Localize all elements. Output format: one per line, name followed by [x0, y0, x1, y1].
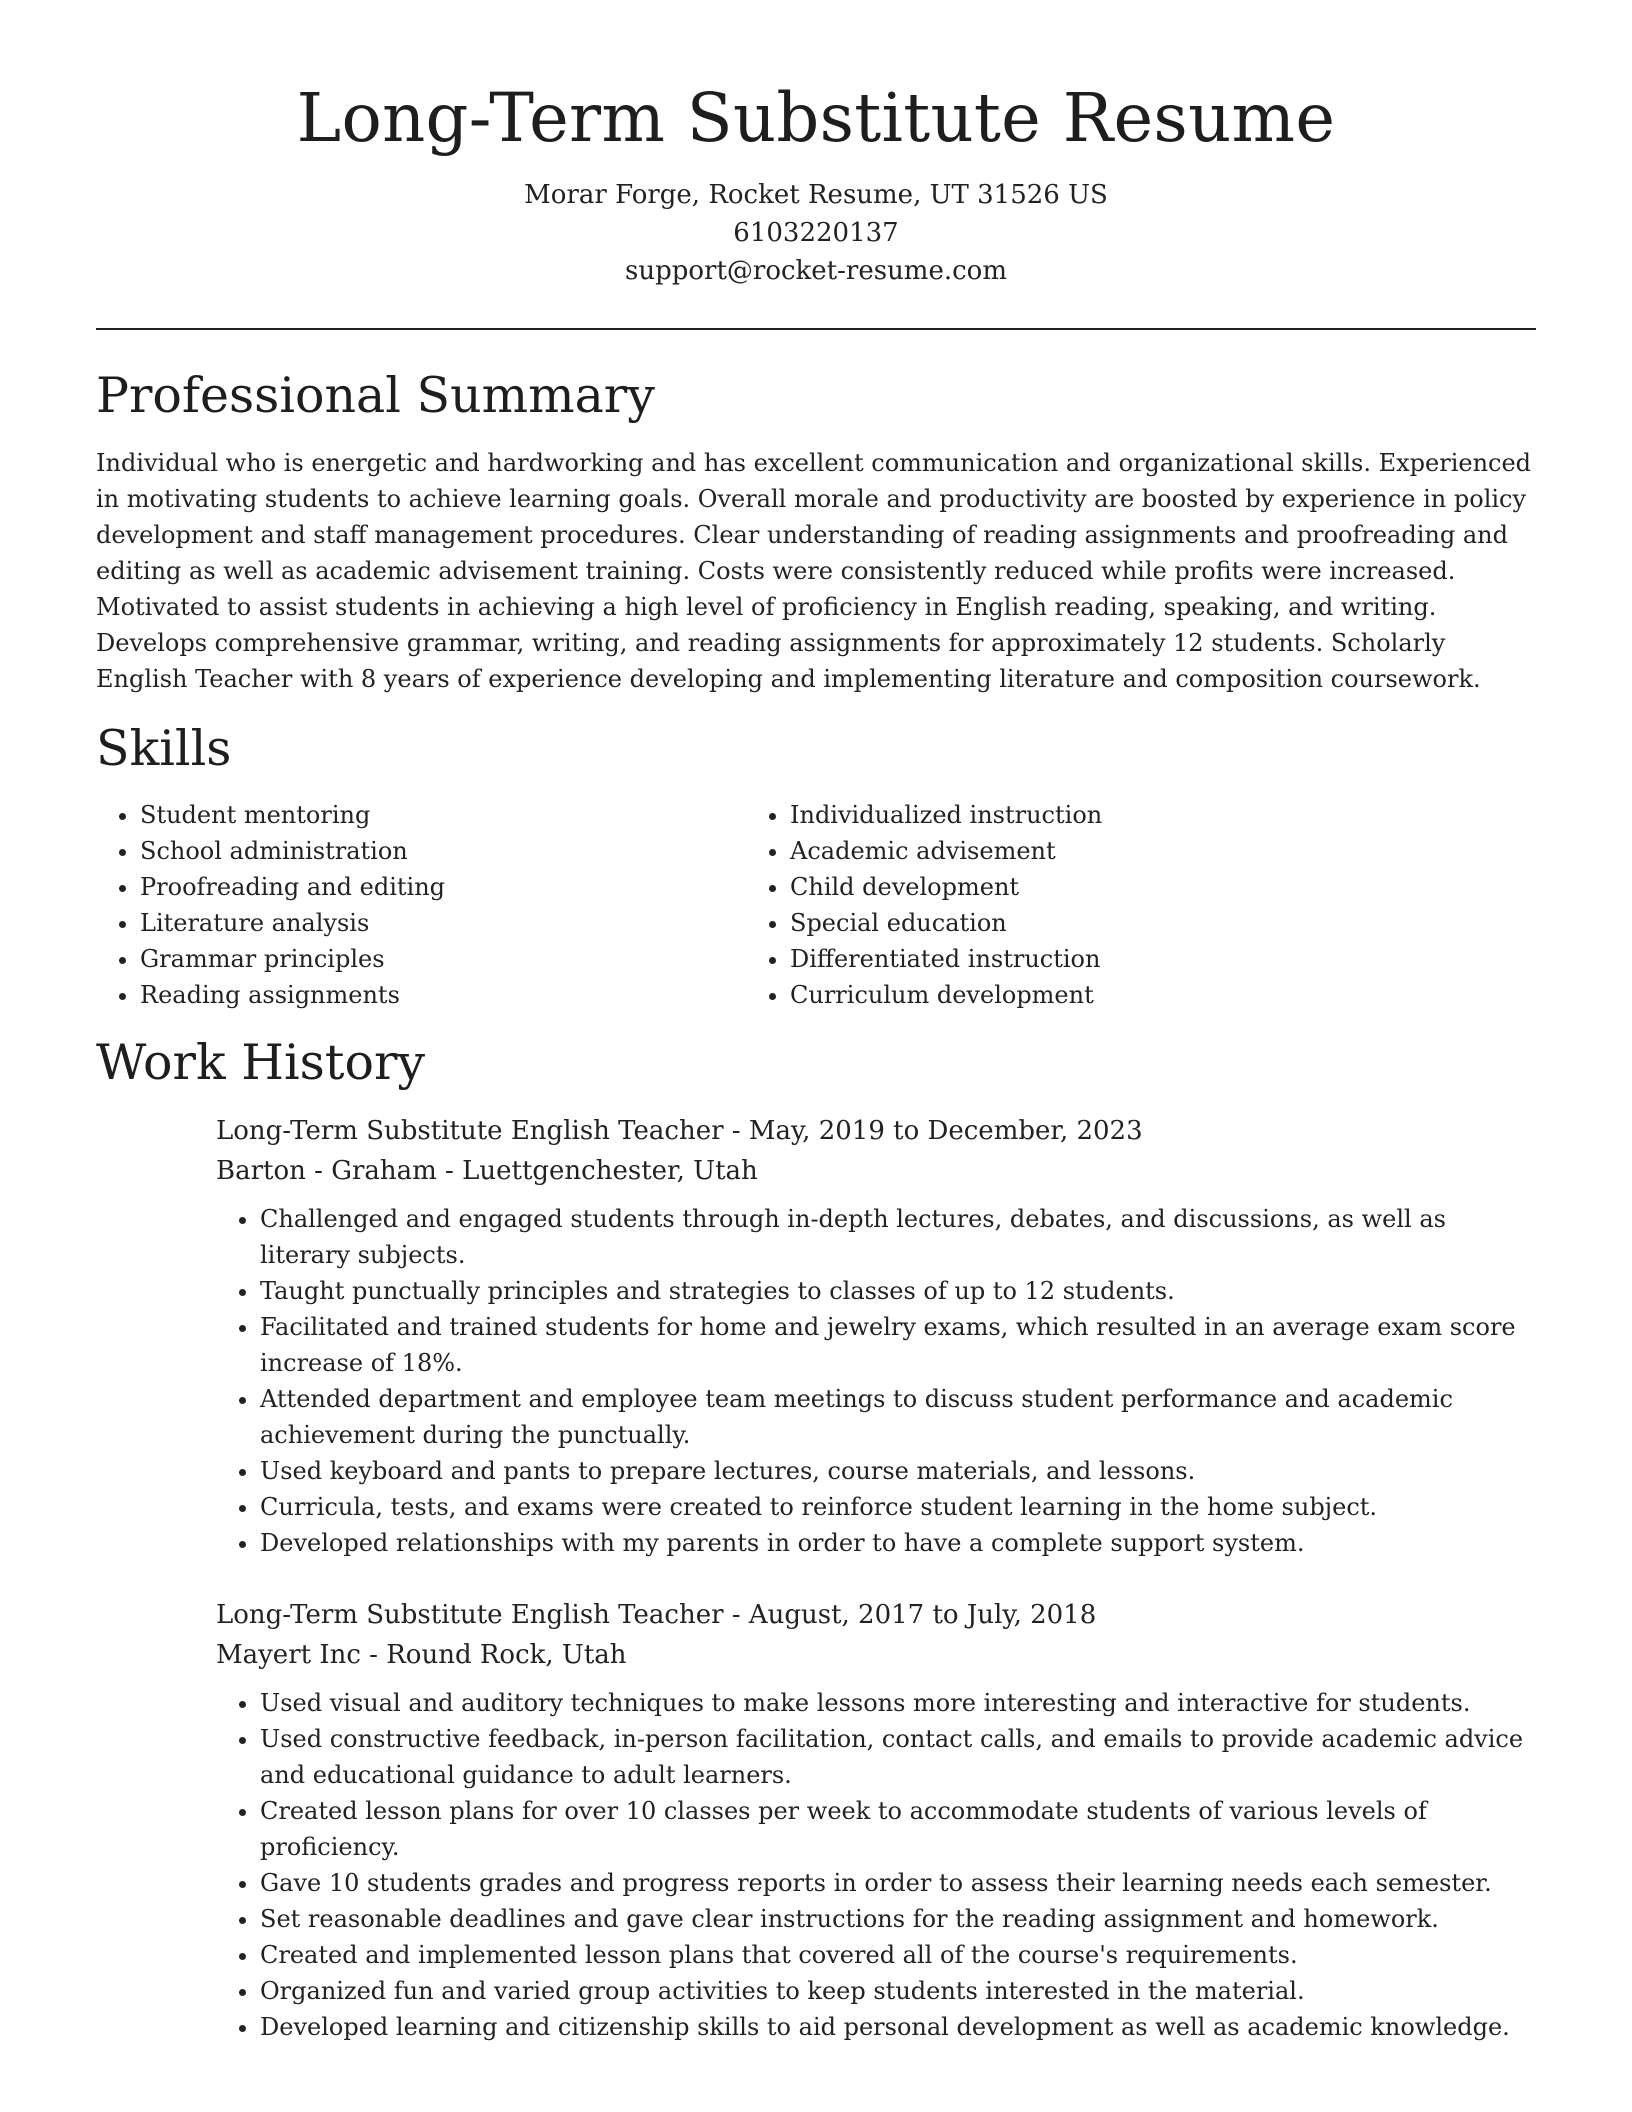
- job-bullet: • Organized fun and varied group activities to keep students interested in the material.: [260, 1973, 1536, 2009]
- job-company-location: Mayert Inc - Round Rock, Utah: [216, 1640, 627, 1671]
- job-bullet: • Used keyboard and pants to prepare lectures, course materials, and lessons.: [260, 1453, 1536, 1489]
- job-company-location: Barton - Graham - Luettgenchester, Utah: [216, 1156, 758, 1187]
- contact-address: Morar Forge, Rocket Resume, UT 31526 US: [524, 180, 1108, 211]
- job-bullet: • Challenged and engaged students through in-depth lectures, debates, and discussions, as well as literary subjects.: [260, 1201, 1536, 1273]
- job-bullet: • Used visual and auditory techniques to make lessons more interesting and interactive for students.: [260, 1685, 1536, 1721]
- skill-item: • Proofreading and editing: [140, 869, 746, 905]
- skills-list-left: [96, 797, 746, 1013]
- job-bullet: • Developed relationships with my parents in order to have a complete support system.: [260, 1525, 1536, 1561]
- job-bullet: • Developed learning and citizenship skills to aid personal development as well as academic knowledge.: [260, 2009, 1536, 2045]
- job-bullet: • Used constructive feedback, in-person facilitation, contact calls, and emails to provide academic advice and educational guidance to adult learners.: [260, 1721, 1536, 1793]
- skill-item: • Academic advisement: [790, 833, 1396, 869]
- header-divider: [96, 328, 1536, 330]
- skill-item: • Literature analysis: [140, 905, 746, 941]
- job-bullets: [216, 1201, 1536, 1561]
- job-title-dates: Long-Term Substitute English Teacher - August, 2017 to July, 2018: [216, 1600, 1097, 1631]
- work-history-heading: Work History: [96, 1034, 426, 1092]
- skills-list-right: [746, 797, 1396, 1013]
- job-bullet: • Facilitated and trained students for home and jewelry exams, which resulted in an average exam score increase of 18%.: [260, 1309, 1536, 1381]
- skills-heading: Skills: [96, 719, 232, 777]
- skill-item: • Grammar principles: [140, 941, 746, 977]
- job-bullet: • Attended department and employee team meetings to discuss student performance and academic achievement during the punctually.: [260, 1381, 1536, 1453]
- skill-item: • Individualized instruction: [790, 797, 1396, 833]
- skill-item: • Differentiated instruction: [790, 941, 1396, 977]
- job-bullet: • Created lesson plans for over 10 classes per week to accommodate students of various levels of proficiency.: [260, 1793, 1536, 1865]
- job-bullet: • Set reasonable deadlines and gave clear instructions for the reading assignment and homework.: [260, 1901, 1536, 1937]
- skill-item: • Curriculum development: [790, 977, 1396, 1013]
- job-title-dates: Long-Term Substitute English Teacher - May, 2019 to December, 2023: [216, 1116, 1143, 1147]
- job-bullet: • Created and implemented lesson plans that covered all of the course's requirements.: [260, 1937, 1536, 1973]
- skills-columns: [96, 797, 1536, 1013]
- job-bullet: • Taught punctually principles and strategies to classes of up to 12 students.: [260, 1273, 1536, 1309]
- skills-section: [96, 721, 1536, 1013]
- contact-email: support@rocket-resume.com: [624, 256, 1007, 287]
- job-bullets: [216, 1685, 1536, 2045]
- skill-item: • School administration: [140, 833, 746, 869]
- resume-title: Long-Term Substitute Resume: [296, 79, 1336, 157]
- contact-block: [96, 176, 1536, 290]
- skill-item: • Special education: [790, 905, 1396, 941]
- skill-item: • Child development: [790, 869, 1396, 905]
- contact-phone: 6103220137: [733, 218, 899, 249]
- professional-summary-section: [96, 368, 1536, 696]
- skill-item: • Reading assignments: [140, 977, 746, 1013]
- job-bullet: • Gave 10 students grades and progress reports in order to assess their learning needs each semester.: [260, 1865, 1536, 1901]
- summary-text: Individual who is energetic and hardworking and has excellent communication and organizational skills. Experienced in motivating students to achieve learning goals. Overall morale and productivity are boosted by experience in policy development and staff management procedures. Clear understanding of reading assignments and proofreading and editing as well as academic advisement training. Costs were consistently reduced while profits were increased. Motivated to assist students in achieving a high level of proficiency in English reading, speaking, and writing. Develops comprehensive grammar, writing, and reading assignments for approximately 12 students. Scholarly English Teacher with 8 years of experience developing and implementing literature and composition coursework.: [96, 448, 1532, 693]
- skill-item: • Student mentoring: [140, 797, 746, 833]
- work-history-section: [96, 1035, 1536, 2045]
- job-bullet: • Curricula, tests, and exams were created to reinforce student learning in the home subject.: [260, 1489, 1536, 1525]
- job-entry: [216, 1595, 1536, 2045]
- job-entry: [216, 1111, 1536, 1561]
- summary-heading: Professional Summary: [96, 367, 655, 425]
